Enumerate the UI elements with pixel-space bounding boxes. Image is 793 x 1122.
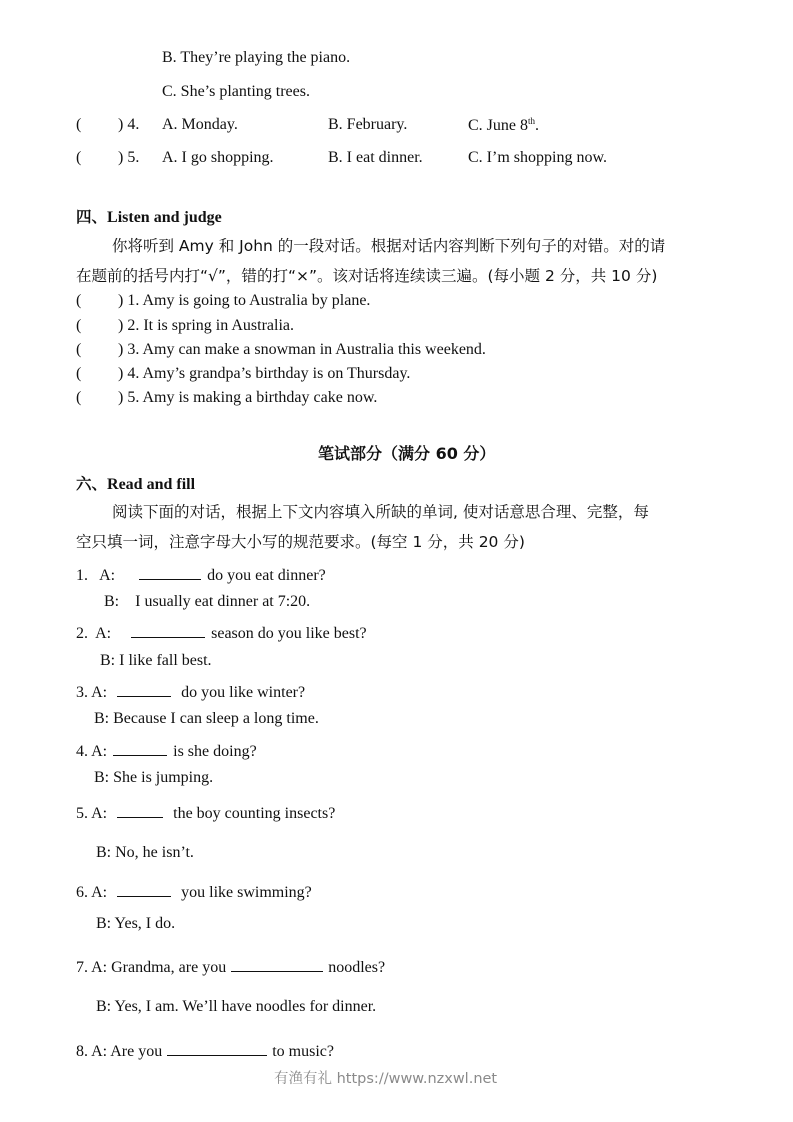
option-b: B. February. [328, 116, 408, 133]
dialogue-a-line: 3. A: do you like winter? [76, 684, 306, 701]
fill-blank-3[interactable] [117, 682, 171, 697]
section6-instruction-line1: 阅读下面的对话，根据上下文内容填入所缺的单词, 使对话意思合理、完整，每 [112, 503, 649, 521]
dialogue-b-line: B: Yes, I am. We’ll have noodles for dinner. [96, 998, 377, 1015]
dialogue-b-line: B: She is jumping. [94, 769, 214, 786]
dialogue-a-line: 2. A: season do you like best? [76, 625, 367, 642]
answer-paren[interactable]: ( [76, 292, 82, 309]
answer-paren[interactable]: ( [76, 317, 82, 334]
answer-paren[interactable]: ( [76, 389, 82, 406]
fill-blank-2[interactable] [131, 623, 205, 638]
section4-heading: 四、Listen and judge [76, 208, 222, 226]
q3-option-b: B. They’re playing the piano. [162, 49, 351, 66]
section6-instruction-line2: 空只填一词，注意字母大小写的规范要求。(每空 1 分，共 20 分) [76, 533, 525, 551]
option-c: C. June 8th. [468, 116, 540, 134]
fill-blank-5[interactable] [117, 803, 163, 818]
fill-blank-7[interactable] [231, 957, 323, 972]
answer-paren[interactable]: ( [76, 365, 82, 382]
dialogue-b-line: B: No, he isn’t. [96, 844, 194, 861]
section6-heading: 六、Read and fill [76, 475, 196, 493]
dialogue-a-line: 1. A: do you eat dinner? [76, 567, 326, 584]
fill-blank-4[interactable] [113, 741, 167, 756]
watermark: 有渔有礼 https://www.nzxwl.net [274, 1071, 498, 1087]
dialogue-a-line: 4. A: is she doing? [76, 743, 257, 760]
dialogue-a-line: 5. A: the boy counting insects? [76, 805, 336, 822]
question-number: ) 4. [118, 116, 140, 133]
option-a: A. I go shopping. [162, 149, 274, 166]
fill-blank-6[interactable] [117, 882, 171, 897]
dialogue-a-line: 7. A: Grandma, are you noodles? [76, 959, 386, 976]
dialogue-b-line: B: Yes, I do. [96, 915, 176, 932]
written-part-title: 笔试部分（满分 60 分） [318, 444, 496, 463]
section4-instruction-line2: 在题前的括号内打“√”，错的打“×”。该对话将连续读三遍。(每小题 2 分，共 10 分) [76, 267, 658, 285]
answer-paren[interactable]: ( [76, 116, 82, 133]
dialogue-b-line: B: I like fall best. [100, 652, 212, 669]
option-c: C. I’m shopping now. [468, 149, 607, 166]
section4-instruction-line1: 你将听到 Amy 和 John 的一段对话。根据对话内容判断下列句子的对错。对的请 [112, 237, 666, 255]
dialogue-b-line: B: I usually eat dinner at 7:20. [104, 593, 311, 610]
answer-paren[interactable]: ( [76, 341, 82, 358]
question-number: ) 5. [118, 149, 140, 166]
fill-blank-8[interactable] [167, 1041, 267, 1056]
dialogue-a-line: 6. A: you like swimming? [76, 884, 312, 901]
q3-option-c: C. She’s planting trees. [162, 83, 310, 100]
option-a: A. Monday. [162, 116, 238, 133]
answer-paren[interactable]: ( [76, 149, 82, 166]
fill-blank-1[interactable] [139, 565, 201, 580]
option-b: B. I eat dinner. [328, 149, 423, 166]
dialogue-b-line: B: Because I can sleep a long time. [94, 710, 319, 727]
dialogue-a-line: 8. A: Are you to music? [76, 1043, 334, 1060]
